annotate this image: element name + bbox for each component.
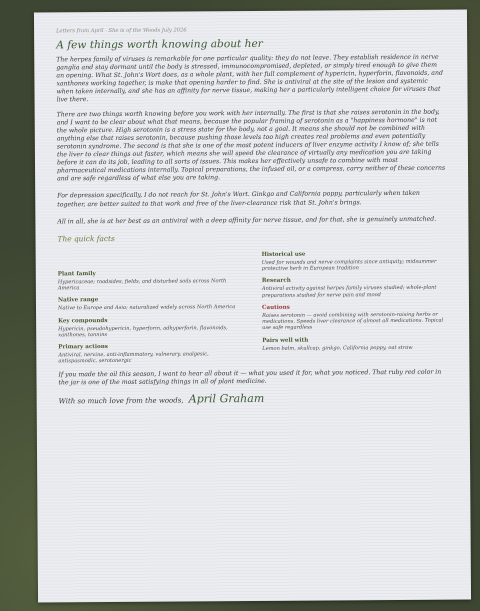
quick-facts-right-column — [262, 250, 448, 369]
fact-pairs-well-with — [262, 336, 447, 352]
closing-paragraph: If you made the oil this season, I want to hear all about it — what you used it for, what you noticed. That ruby red color in the jar is one of the most satisfying things in all of plant medicine. — [58, 368, 442, 387]
fact-label: Native range — [57, 297, 99, 304]
paragraph-herpes: The herpes family of viruses is remarkable for one particular quality: they do not leave. They establish residence in nerve ganglia and stay dormant until the body is stressed, immunocompromised, depleted, or simply tired enough to give them an opening. What St. John's Wort does, as a whole plant, with her full complement of hypericin, hyperforin, flavonoids, and xanthones working together, is make that opening harder to find. She is antiviral at the site of the lesion and systemic when taken internally, and she has an affinity for nerve tissue, making her a particularly intelligent choice for viruses that live there. — [56, 53, 443, 104]
fact-label: Primary actions — [58, 344, 108, 351]
quick-facts-title: The quick facts — [57, 233, 115, 244]
fact-plant-family — [58, 270, 243, 292]
fact-cautions — [262, 304, 447, 332]
fact-label: Key compounds — [58, 317, 108, 324]
fact-key-compounds — [58, 317, 243, 339]
signoff — [59, 391, 448, 407]
fact-historical-use — [262, 250, 447, 272]
fact-label: Research — [261, 278, 291, 285]
fact-label: Pairs well with — [262, 337, 309, 344]
fact-primary-actions — [58, 343, 243, 365]
quick-facts — [58, 250, 448, 371]
paragraph-summary: All in all, she is at her best as an antiviral with a deep affinity for nerve tissue, and for that, she is genuinely unmatched. — [57, 215, 437, 225]
fact-research — [262, 277, 447, 299]
signoff-text: With so much love from the woods, — [58, 396, 184, 406]
fact-label: Plant family — [57, 270, 96, 278]
page-header: Letters from April · She is of the Woods July 2026 — [56, 27, 187, 35]
fact-text: Raises serotonin — avoid combining with serotonin-raising herbs or medications. Speeds liver clearance of almost all medications. Topical use safe regardless — [262, 311, 444, 332]
paragraph-internal-use: There are two things worth knowing before you work with her internally. The first is that she raises serotonin in the body, and I want to be clear about what that means, because the popular framing of serotonin as a "happiness hormone" is not the whole picture. High serotonin is a stress state for the body, not a goal. It means she should not be combined with anything else that raises serotonin, because pushing those levels too high creates real problems and even potentially serotonin syndrome. The second is that she is one of the most potent inducers of liver enzyme activity I know of; she tells the liver to clear things out faster, which means she will speed the clearance of virtually any medication you are taking before it can do its job, leading to all sorts of issues. This makes her effectively unsafe to combine with most pharmaceutical medications internally. Topical preparations, the infused oil, or a compress, carry neither of these concerns and are safe regardless of what else you are taking. — [56, 108, 446, 183]
quick-facts-left-column — [58, 252, 244, 371]
signature: April Graham — [188, 391, 265, 406]
letter-page — [34, 9, 471, 602]
paragraph-depression: For depression specifically, I do not reach for St. John's Wort. Ginkgo and California poppy, particularly when taken together, are better suited to that work and free of the liver-clearance risk that St. John's brings. — [57, 190, 420, 208]
fact-native-range — [58, 296, 243, 312]
fact-text: Native to Europe and Asia; naturalized widely across North America — [57, 304, 236, 312]
fact-text: Used for wounds and nerve complaints since antiquity; midsummer protective herb in European tradition — [261, 258, 437, 272]
fact-text: Hypericin, pseudohypericin, hyperforin, adhyperforin, flavonoids, xanthones, tannins — [58, 324, 228, 339]
fact-text: Antiviral activity against herpes family viruses studied; whole-plant preparations studied for nerve pain and mood — [261, 284, 437, 299]
fact-text: Hypericaceae; roadsides, fields, and disturbed soils across North America — [57, 277, 227, 292]
page-title: A few things worth knowing about her — [56, 37, 263, 52]
fact-label: Historical use — [261, 251, 306, 258]
fact-text: Lemon balm, skullcap, ginkgo, California poppy, oat straw — [262, 344, 413, 352]
fact-text: Antiviral, nervine, anti-inflammatory, vulnerary, analgesic, antispasmodic, serotonergic — [58, 351, 209, 365]
fact-label-caution: Cautions — [261, 304, 290, 311]
